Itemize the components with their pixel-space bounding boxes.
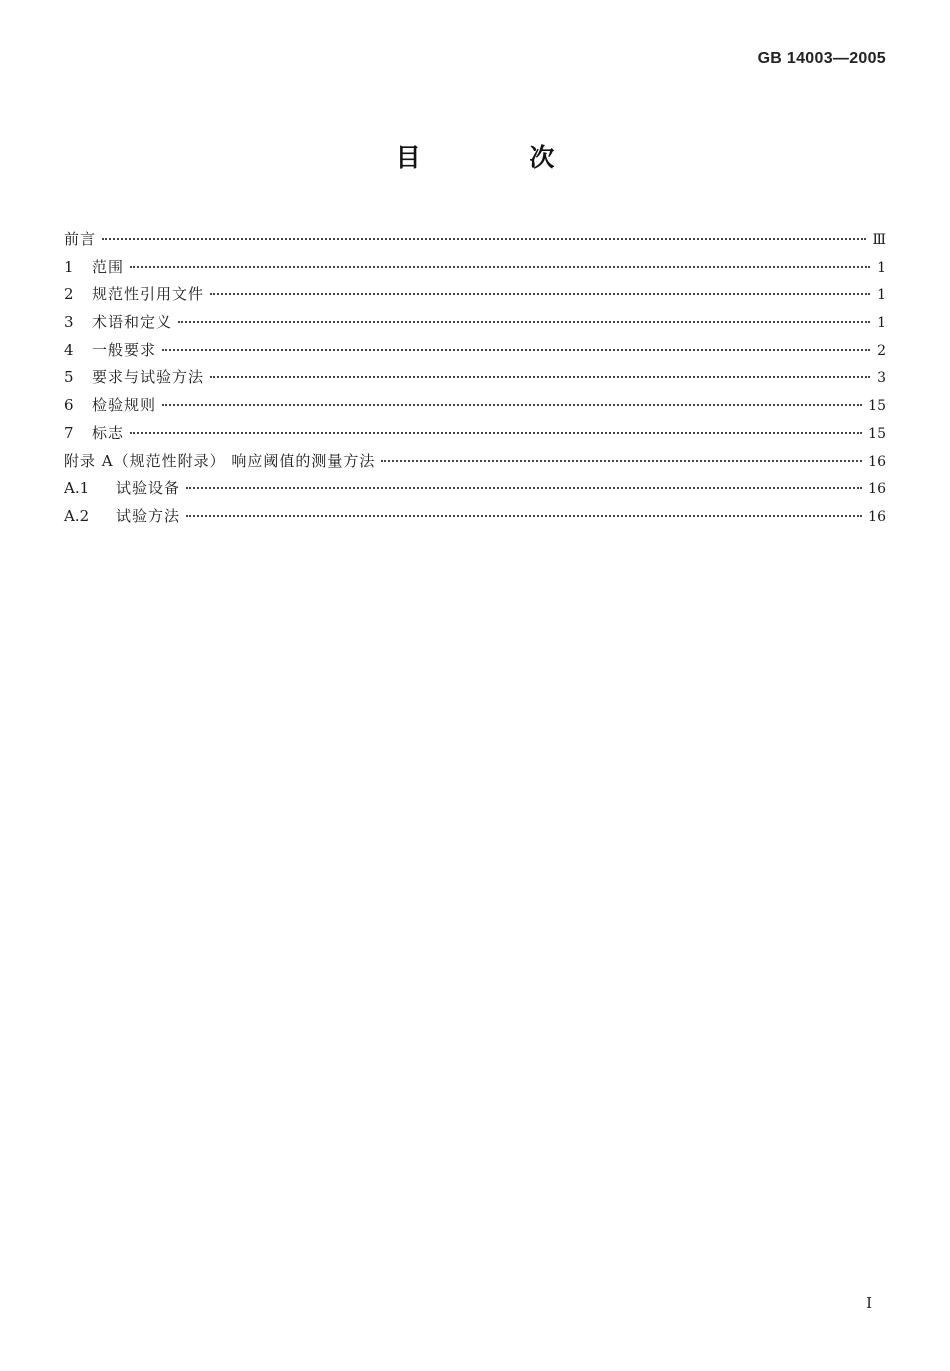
toc-entry-a1-test-equipment[interactable] (64, 477, 886, 505)
toc-entry-number: 4 (64, 340, 74, 359)
toc-entry-label: 附录 A（规范性附录） 响应阈值的测量方法 (64, 451, 376, 470)
toc-entry-number: A.1 (64, 479, 90, 498)
toc-entry-foreword[interactable] (64, 228, 886, 256)
table-of-contents (64, 228, 886, 533)
toc-leader (130, 432, 862, 434)
toc-leader (186, 515, 862, 517)
toc-entry-marking[interactable] (64, 422, 886, 450)
toc-entry-general-requirements[interactable] (64, 339, 886, 367)
toc-entry-number: A.2 (64, 506, 90, 525)
toc-entry-page: 16 (868, 453, 886, 470)
toc-entry-page: 1 (877, 259, 886, 276)
toc-entry-label: 要求与试验方法 (92, 368, 205, 387)
toc-entry-number: 5 (64, 368, 74, 387)
toc-leader (186, 487, 862, 489)
toc-entry-page: 16 (868, 508, 886, 525)
toc-leader (210, 376, 870, 378)
toc-entry-inspection-rules[interactable] (64, 394, 886, 422)
toc-entry-label: 前言 (64, 230, 97, 248)
toc-entry-number: 3 (64, 313, 74, 332)
toc-entry-page: Ⅲ (872, 232, 886, 248)
toc-leader (130, 266, 870, 268)
toc-entry-scope[interactable] (64, 256, 886, 284)
toc-entry-label: 试验方法 (116, 506, 181, 525)
toc-entry-label: 术语和定义 (92, 313, 173, 332)
standard-code: GB 14003—2005 (757, 50, 886, 67)
toc-entry-label: 检验规则 (92, 396, 157, 415)
toc-leader (210, 293, 870, 295)
toc-entry-page: 15 (868, 398, 886, 415)
toc-entry-annex-a[interactable] (64, 450, 886, 478)
toc-entry-label: 范围 (92, 257, 125, 276)
toc-entry-page: 2 (877, 342, 886, 359)
toc-entry-page: 15 (868, 425, 886, 442)
toc-entry-page: 1 (877, 287, 886, 304)
toc-entry-page: 1 (877, 315, 886, 332)
toc-leader (178, 321, 870, 323)
page-title: 目 次 (395, 143, 605, 172)
toc-entry-normative-references[interactable] (64, 283, 886, 311)
toc-entry-label: 一般要求 (92, 340, 157, 359)
toc-entry-number: 2 (64, 285, 74, 304)
toc-entry-terms-definitions[interactable] (64, 311, 886, 339)
toc-entry-label: 试验设备 (116, 479, 181, 498)
toc-entry-label: 规范性引用文件 (92, 285, 205, 304)
toc-entry-number: 7 (64, 423, 74, 442)
toc-leader (162, 404, 862, 406)
toc-entry-a2-test-method[interactable] (64, 505, 886, 533)
toc-leader (381, 460, 862, 462)
toc-leader (102, 238, 866, 240)
toc-entry-label: 标志 (92, 423, 125, 442)
toc-entry-requirements-test-methods[interactable] (64, 366, 886, 394)
toc-entry-page: 3 (877, 370, 886, 387)
toc-leader (162, 349, 870, 351)
toc-entry-number: 6 (64, 396, 74, 415)
toc-entry-page: 16 (868, 481, 886, 498)
toc-entry-number: 1 (64, 257, 74, 276)
page-number: I (866, 1294, 872, 1312)
